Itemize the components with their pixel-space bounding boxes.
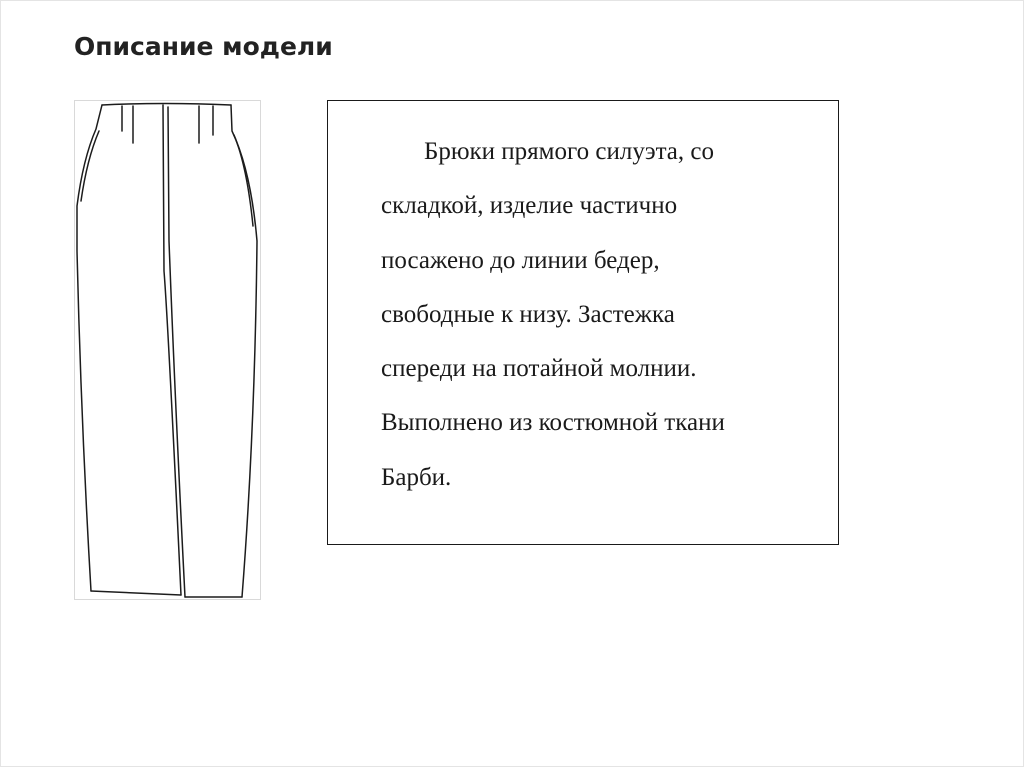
description-line: Брюки прямого силуэта, со bbox=[424, 138, 714, 165]
trousers-hem-left bbox=[91, 591, 181, 595]
trousers-outer-seam-left bbox=[77, 105, 102, 591]
description-box bbox=[327, 100, 839, 545]
slide-title: Описание модели bbox=[74, 32, 333, 61]
description-line: Барби. bbox=[381, 463, 452, 491]
description-line: складкой, изделие частично bbox=[381, 192, 678, 220]
trousers-sketch-frame bbox=[74, 100, 261, 600]
trousers-center-line bbox=[163, 105, 181, 595]
trousers-pocket-line-right bbox=[234, 135, 253, 226]
description-text bbox=[381, 125, 821, 505]
trousers-sketch bbox=[75, 101, 262, 601]
trousers-inseam-right bbox=[168, 107, 185, 597]
description-line: спереди на потайной молнии. bbox=[381, 355, 697, 383]
description-line: Выполнено из костюмной ткани bbox=[381, 409, 725, 437]
description-line: посажено до линии бедер, bbox=[381, 246, 660, 274]
trousers-waistband bbox=[102, 104, 231, 106]
description-line: свободные к низу. Застежка bbox=[381, 300, 675, 328]
trousers-outer-seam-right bbox=[231, 105, 257, 597]
